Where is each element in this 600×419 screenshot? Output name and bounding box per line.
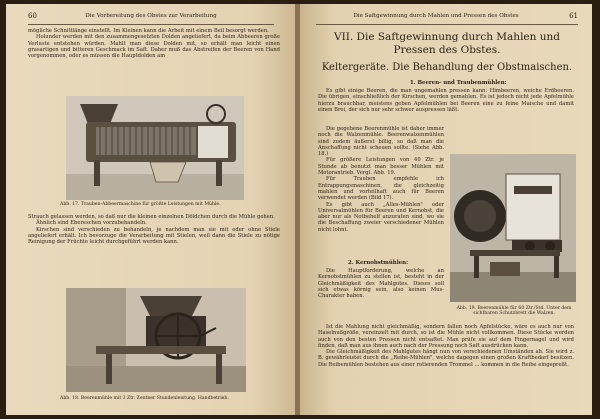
section-1-heading: 1. Beeren- und Traubenmühlen: [410, 80, 507, 86]
section-2-column-text [318, 268, 444, 299]
left-header-rule [28, 24, 274, 25]
right-header-rule [316, 24, 578, 25]
paragraph: Ist die Mahlung nicht gleichmäßig, sondern fallen noch Apfelstücke, wäre es auch nur von Haselnußgröße, vereinzelt mit durch, so ist die Mühle nicht vollkommen. Diese Stücke werden auch von den besten Pressen nicht entsaftet. Man prüfe sie auf dem Fingernagel und wird finden, daß man aus ihnen auch nach der Pressung noch Saft ausdrücken kann. [318, 324, 574, 349]
right-page [300, 4, 592, 415]
paragraph: Die Hauptforderung, welche an Kernobstmühlen zu stellen ist, besteht in der Gleichmäßigkeit des Mahlgutes. Dieses soll sich etwas körnig sein, also keinen Mus-Charakter haben. [318, 268, 444, 300]
right-running-title: Die Saftgewinnung durch Mahlen und Pressen des Obstes [353, 13, 519, 19]
left-running-head [6, 12, 296, 24]
section-1-column-text [318, 126, 444, 233]
figure-18-photo [66, 288, 246, 392]
section-2-heading: 2. Kernobstmühlen: [348, 260, 409, 266]
figure-19-photo [450, 154, 576, 302]
figure-19-caption: Abb. 19. Beerenmühle für 60 Ztr./Std. Unter dem sichtbaren Schutzbrett die Walzen. [456, 306, 572, 317]
left-text-mid [28, 214, 280, 245]
section-2-full-text [318, 324, 574, 368]
grape-destemmer-machine-illustration [66, 96, 244, 200]
left-page [6, 4, 296, 415]
figure-17-photo [66, 96, 244, 200]
left-page-number: 60 [28, 12, 37, 20]
paragraph: Ähnlich sind Ebereschen vorzubehandeln. [36, 220, 147, 227]
paragraph: Die Gleichmäßigkeit des Mahlgutes hängt nun von verschiedenen Umständen ab. Sie wird z. B. gewährleistet durch die „Reibe-Mühlen", welche dagegen einen großen Kraftbedarf besitzen. Die Reibemühlen bestehen aus einer rotierenden Trommel ... kommen in die Reibe eingepreßt. [318, 349, 574, 368]
right-running-head [300, 12, 592, 24]
left-text-top [28, 28, 280, 59]
paragraph: Es gibt einige Beeren, die man ungemahlen pressen kann: Himbeeren, weiche Erdbeeren. Die übrigen, einschließlich der Kirschen, werden gemahlen. Es ist jedoch nicht jede Apfelmühle hierzu brauchbar, meistens geben Apfelmühlen bei Beeren eine zu feine Maische und damit einen Brei, der sich nur sehr schwer auspressen läßt. [318, 88, 574, 113]
right-page-number: 61 [569, 12, 578, 20]
paragraph: Holunder werden mit den zusammengesetzten Dolden angeliefert, da beim Abbeeren große Verluste entstehen würden. Mahlt man diese Dolden mit, so erhält man leicht einen grasartigen und bitteren Geschmack im Saft. Daher muß das Abstreifen der Beeren von Hand vorgenommen, oder es müssen die Hauptdolden am [28, 34, 280, 60]
paragraph: Für Trauben empfehle ich Entrappungsmaschinen, die gleichzeitig mahlen und vorteilhaft auch für Beeren verwendet werden (Bild 17). [318, 176, 444, 202]
paragraph: Kirschen sind verschieden zu behandeln, je nachdem man sie mit oder ohne Stiele angeliefert erhält. Ich bevorzuge die Verarbeitung mit Stielen, weil dann die Stiele zu nötige Reinigung der Früchte leicht durchgeführt werden kann. [28, 226, 280, 246]
paragraph: Die gegebene Beerenmühle ist daher immer noch die Walzenmühle. Beerenwalzenmühlen sind zudem äußerst billig, so daß man die Anschaffung nicht scheuen sollte. (Siehe Abb. 18.) [318, 126, 444, 158]
paragraph: Es gibt auch „Alles-Mühlen" oder Universalmühlen für Beeren und Kernobst, die aber nur als Notbehelf anzuraten sind, wo sie die Beschaffung zweier verschiedener Mühlen nicht lohnt. [318, 201, 444, 233]
section-1-intro [318, 88, 574, 113]
paragraph: Für größere Leistungen von 40 Ztr. je Stunde ab benutzt man besser Mühlen mit Motorantrieb. Vergl. Abb. 19. [318, 157, 444, 177]
paragraph: Strauch gelassen werden, so daß nur die kleinen einzelnen Döldchen durch die Mühle gehen. [28, 214, 275, 220]
figure-18-caption: Abb. 18. Beerenmühle mit 3 Ztr. Zentner Stundenleistung. Handbetrieb. [60, 396, 229, 401]
left-running-title: Die Vorbereitung des Obstes zur Verarbeitung [85, 13, 217, 19]
paragraph: mögliche Schnittlänge einstellt. Im Kleinen kann die Arbeit mit einem Beil besorgt werden. [28, 28, 269, 34]
motor-berry-mill-illustration [450, 154, 576, 302]
figure-17-caption: Abb. 17. Trauben-Abbeermaschine für größte Leistungen mit Mühle. [60, 202, 221, 207]
chapter-title: VII. Die Saftgewinnung durch Mahlen und Pressen des Obstes. [333, 31, 560, 56]
chapter-subtitle: Keltergeräte. Die Behandlung der Obstmaischen. [321, 62, 573, 73]
hand-berry-mill-illustration [66, 288, 246, 392]
